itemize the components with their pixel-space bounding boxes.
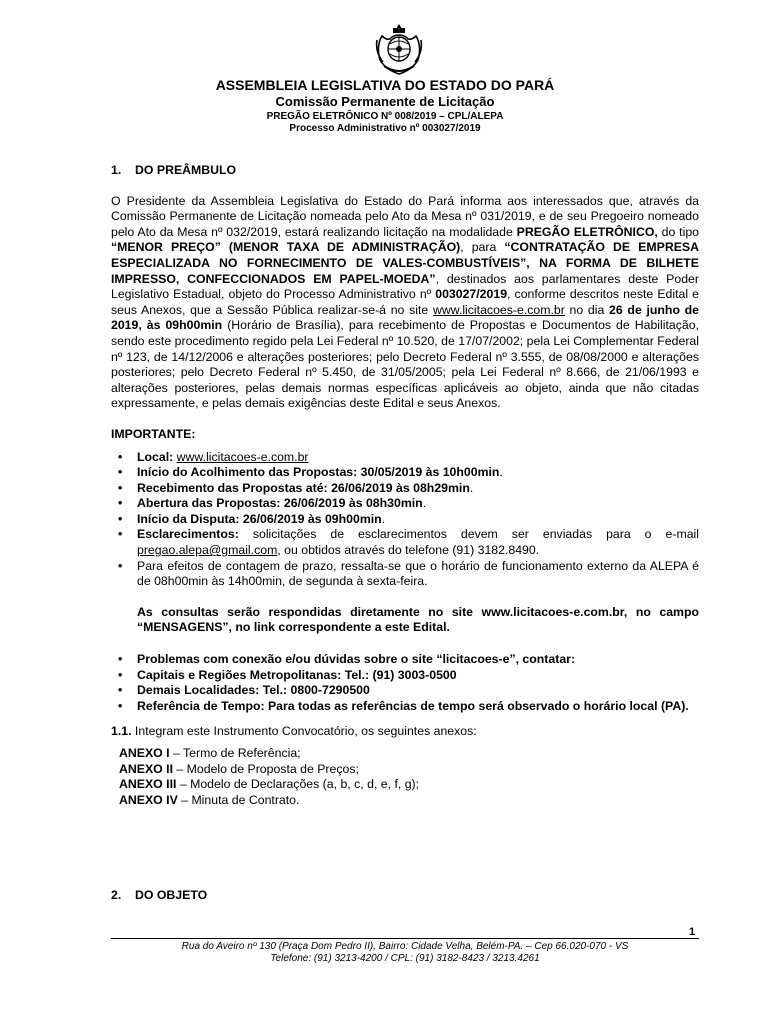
bold-run: Início do Acolhimento das Propostas: 30/05/2019 às 10h00min bbox=[137, 465, 500, 480]
bold-run: Local: bbox=[137, 449, 174, 464]
section-title: DO OBJETO bbox=[135, 888, 208, 902]
list-item bbox=[111, 527, 699, 558]
text-run: , destinados aos parlamentares deste Poder Legislativo Estadual, objeto do Processo Administrativo nº bbox=[111, 271, 699, 302]
bold-run: 26 de junho de 2019, às 09h00min bbox=[111, 302, 700, 333]
bold-run: Capitais e Regiões Metropolitanas: Tel.: (91) 3003-0500 bbox=[137, 667, 457, 682]
section-heading-objeto bbox=[111, 888, 207, 902]
site-link[interactable]: www.licitacoes-e.com.br bbox=[432, 302, 565, 317]
anexo-text: – Modelo de Declarações (a, b, c, d, e, f, g); bbox=[176, 777, 420, 792]
coat-of-arms-icon bbox=[374, 22, 424, 76]
list-item bbox=[111, 683, 699, 699]
bullet: • bbox=[118, 683, 123, 698]
bullet: • bbox=[118, 465, 123, 480]
text-run: , conforme descritos neste Edital e seus Anexos, que a Sessão Pública realizar-se-á no site bbox=[111, 287, 699, 317]
list-item bbox=[111, 668, 699, 684]
text-run: Para efeitos de contagem de prazo, ressalta-se que o horário de funcionamento externo da ALEPA é de 08h00min às 14h00min, de segunda à sexta-feira. bbox=[137, 558, 699, 589]
bullet: • bbox=[118, 698, 123, 713]
process-number: Processo Administrativo nº 003027/2019 bbox=[289, 123, 481, 134]
bold-run: Abertura das Propostas: 26/06/2019 às 08h30min bbox=[137, 496, 423, 511]
bold-run: PREGÃO ELETRÔNICO, bbox=[516, 224, 658, 239]
list-item bbox=[111, 496, 699, 512]
contacts-list bbox=[111, 652, 699, 714]
pregao-number: PREGÃO ELETRÔNICO Nº 008/2019 – CPL/ALEPA bbox=[266, 111, 504, 122]
list-item bbox=[111, 481, 699, 497]
main-content bbox=[111, 163, 699, 808]
footer-address: Rua do Aveiro nº 130 (Praça Dom Pedro II), Bairro: Cidade Velha, Belém-PA. – Cep 66.020-070 - VS bbox=[181, 941, 629, 952]
anexo-label: ANEXO IV bbox=[119, 792, 178, 807]
bold-run: Problemas com conexão e/ou dúvidas sobre o site “licitacoes-e”, contatar: bbox=[137, 652, 576, 667]
bold-run: Esclarecimentos: bbox=[137, 527, 239, 542]
section-number: 2. bbox=[111, 888, 122, 902]
anexos-list bbox=[111, 746, 699, 808]
text-run: , ou obtidos através do telefone (91) 3182.8490. bbox=[277, 543, 540, 558]
text-run: (Horário de Brasília), para recebimento de Propostas e Documentos de Habilitação, sendo este procedimento regido pela Lei Federal nº 10.520, de 17/07/2002; pela Lei Complementar Federal nº 123, de 14/12/2006 e alterações posteriores; pelo Decreto Federal nº 3.555, de 08/08/2000 e alterações posteriores; pelo Decreto Federal nº 5.450, de 31/05/2005; pela Lei Federal nº 8.666, de 21/06/1993 e alterações posteriores, pelas demais normas específicas aplicáveis ao objeto, ainda que não citadas expressamente, e pelas demais exigências deste Edital e seus Anexos. bbox=[111, 318, 699, 411]
bullet: • bbox=[118, 511, 123, 526]
bullet: • bbox=[118, 527, 123, 542]
bullet: • bbox=[118, 496, 123, 511]
subsection-number: 1.1. bbox=[111, 724, 132, 739]
footer-phones: Telefone: (91) 3213-4200 / CPL: (91) 3182-8423 / 3213.4261 bbox=[270, 953, 540, 964]
section-heading-preambulo bbox=[111, 163, 699, 179]
anexo-text: – Minuta de Contrato. bbox=[177, 792, 300, 807]
bold-run: Início da Disputa: 26/06/2019 às 09h00min bbox=[137, 511, 382, 526]
bullet: • bbox=[118, 449, 123, 464]
importante-list bbox=[111, 450, 699, 590]
text-run: O Presidente da Assembleia Legislativa do Estado do Pará informa aos interessados que, através da Comissão Permanente de Licitação nomeada pelo Ato da Mesa nº 031/2019, e de seu Pregoeiro nomeado pelo Ato da Mesa nº 032/2019, estará realizando licitação na modalidade bbox=[111, 193, 699, 239]
list-item bbox=[119, 746, 699, 762]
text-run: , para bbox=[460, 240, 505, 255]
anexo-label: ANEXO II bbox=[119, 761, 173, 776]
footer-divider bbox=[111, 938, 699, 939]
anexo-label: ANEXO I bbox=[119, 746, 170, 760]
text-run: solicitações de esclarecimentos devem ser enviadas para o e-mail bbox=[238, 527, 699, 542]
bold-run: 003027/2019 bbox=[435, 287, 508, 302]
bullet: • bbox=[118, 480, 123, 495]
list-item bbox=[111, 652, 699, 668]
list-item bbox=[111, 465, 699, 481]
preambulo-paragraph bbox=[111, 194, 699, 412]
list-item bbox=[119, 777, 699, 793]
list-item bbox=[111, 559, 699, 590]
commission-subtitle: Comissão Permanente de Licitação bbox=[275, 94, 495, 109]
text-run: . bbox=[469, 480, 474, 495]
anexo-text: – Modelo de Proposta de Preços; bbox=[172, 761, 359, 776]
list-item bbox=[111, 512, 699, 528]
bullet: • bbox=[118, 667, 123, 682]
consultas-note: As consultas serão respondidas diretamente no site www.licitacoes-e.com.br, no campo “MENSAGENS”, no link correspondente a este Edital. bbox=[137, 604, 699, 635]
integram-paragraph bbox=[111, 724, 699, 740]
local-link[interactable]: www.licitacoes-e.com.br bbox=[176, 449, 309, 464]
email-link[interactable]: pregao.alepa@gmail.com bbox=[137, 543, 278, 558]
assembly-title: ASSEMBLEIA LEGISLATIVA DO ESTADO DO PARÁ bbox=[215, 77, 555, 93]
list-item bbox=[119, 762, 699, 778]
text-run: no dia bbox=[564, 302, 610, 317]
bold-run: Demais Localidades: Tel.: 0800-7290500 bbox=[137, 683, 370, 698]
text-run: Integram este Instrumento Convocatório, os seguintes anexos: bbox=[131, 724, 477, 739]
bullet: • bbox=[118, 558, 123, 573]
anexo-text: – Termo de Referência; bbox=[169, 746, 301, 760]
importante-heading: IMPORTANTE: bbox=[111, 426, 196, 441]
text-run: . bbox=[499, 465, 503, 480]
text-run: . bbox=[422, 496, 427, 511]
text-run: . bbox=[381, 511, 386, 526]
bold-run: Recebimento das Propostas até: 26/06/2019 às 08h29min bbox=[137, 480, 470, 495]
anexo-label: ANEXO III bbox=[119, 777, 177, 792]
bold-run: “CONTRATAÇÃO DE EMPRESA ESPECIALIZADA NO FORNECIMENTO DE VALES-COMBUSTÍVEIS”, NA FORMA DE BILHETE IMPRESSO, CONFECCIONADOS EM PAPEL-MOEDA” bbox=[111, 240, 699, 286]
list-item bbox=[111, 450, 699, 466]
list-item bbox=[119, 793, 699, 809]
section-number: 1. bbox=[111, 163, 122, 177]
bullet: • bbox=[118, 652, 123, 667]
bold-run: “MENOR PREÇO” (MENOR TAXA DE ADMINISTRAÇÃO) bbox=[111, 240, 461, 255]
section-title: DO PREÂMBULO bbox=[135, 163, 237, 177]
page-number: 1 bbox=[689, 926, 696, 938]
list-item bbox=[111, 699, 699, 715]
bold-run: Referência de Tempo: Para todas as referências de tempo será observado o horário local (PA). bbox=[137, 698, 689, 713]
text-run: do tipo bbox=[657, 224, 699, 239]
